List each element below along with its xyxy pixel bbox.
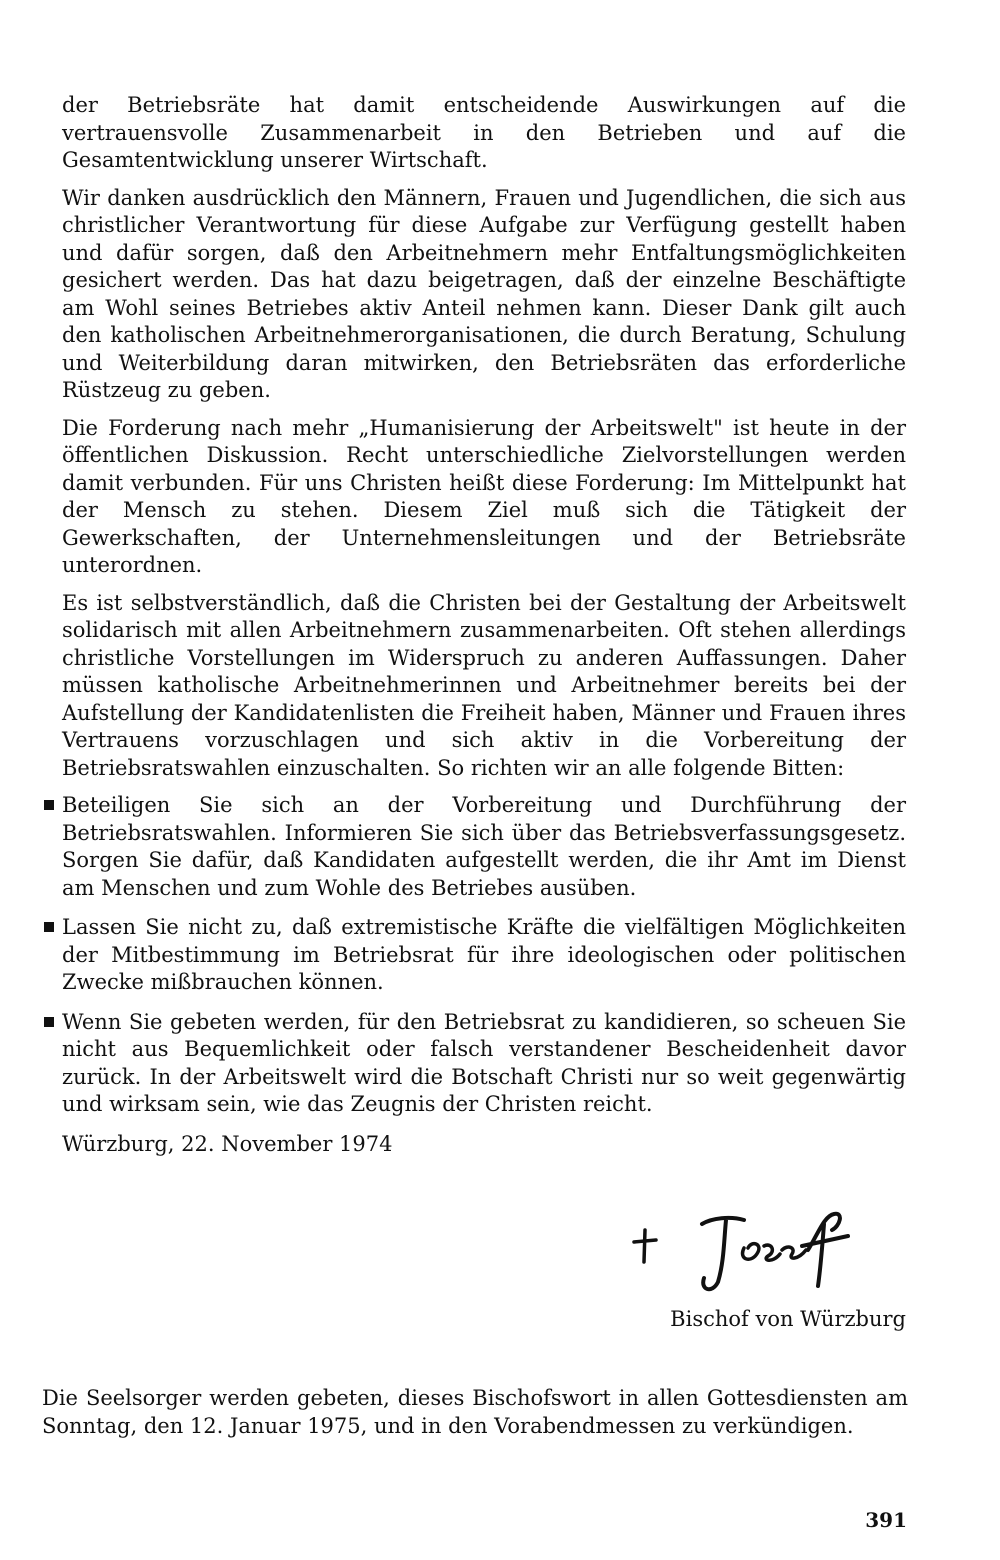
list-item-text: Lassen Sie nicht zu, daß extremistische Kräfte die vielfältigen Möglichkeiten der Mitbestimmung im Betriebsrat für ihre ideologischen oder politischen Zwecke mißbrauchen können. <box>62 915 906 994</box>
handwritten-signature <box>612 1190 872 1300</box>
paragraph-1: der Betriebsräte hat damit entscheidende Auswirkungen auf die vertrauensvolle Zusammenarbeit in den Betrieben und auf die Gesamtentwicklung unserer Wirtschaft. <box>62 93 906 172</box>
page-number: 391 <box>865 1508 907 1532</box>
paragraph-3: Die Forderung nach mehr „Humanisierung der Arbeitswelt" ist heute in der öffentlichen Diskussion. Recht unterschiedliche Zielvorstellungen werden damit verbunden. Für uns Christen heißt diese Forderung: Im Mittelpunkt hat der Mensch zu stehen. Diesem Ziel muß sich die Tätigkeit der Gewerkschaften, der Unternehmensleitungen und der Betriebsräte unterordnen. <box>62 415 906 577</box>
bullet-square-icon <box>44 800 54 810</box>
place-date: Würzburg, 22. November 1974 <box>62 1131 393 1156</box>
paragraph-4: Es ist selbstverständlich, daß die Christen bei der Gestaltung der Arbeitswelt solidarisch mit allen Arbeitnehmern zusammenarbeiten. Oft stehen allerdings christliche Vorstellungen im Widerspruch zu anderen Auffassungen. Daher müssen katholische Arbeitnehmerinnen und Arbeitnehmer bereits bei der Aufstellung der Kandidatenlisten die Freiheit haben, Männer und Frauen ihres Vertrauens vorzuschlagen und sich aktiv in die Vorbereitung der Betriebsratswahlen einzuschalten. So richten wir an alle folgende Bitten: <box>62 590 906 780</box>
paragraph-2: Wir danken ausdrücklich den Männern, Frauen und Jugendlichen, die sich aus christlicher Verantwortung für diese Aufgabe zur Verfügung gestellt haben und dafür sorgen, daß den Arbeitnehmern mehr Entfaltungsmöglichkeiten gesichert werden. Das hat dazu beigetragen, daß der einzelne Beschäftigte am Wohl seines Betriebes aktiv Anteil nehmen kann. Dieser Dank gilt auch den katholischen Arbeitnehmerorganisationen, die durch Beratung, Schulung und Weiterbildung daran mitwirken, den Betriebsräten das erforderliche Rüstzeug zu geben. <box>62 185 906 402</box>
main-text <box>62 92 906 1168</box>
signature-icon <box>612 1190 872 1300</box>
list-item-text: Wenn Sie gebeten werden, für den Betriebsrat zu kandidieren, so scheuen Sie nicht aus Bequemlichkeit oder falsch verstandener Bescheidenheit davor zurück. In der Arbeitswelt wird die Botschaft Christi nur so weit gegenwärtig und wirksam sein, wie das Zeugnis der Christen reicht. <box>62 1009 906 1116</box>
bullet-square-icon <box>44 922 54 932</box>
list-item-text: Beteiligen Sie sich an der Vorbereitung und Durchführung der Betriebsratswahlen. Informieren Sie sich über das Betriebsverfassungsgesetz. Sorgen Sie dafür, daß Kandidaten aufgestellt werden, die ihr Amt im Dienst am Menschen und zum Wohle des Betriebes ausüben. <box>62 793 906 900</box>
notice-paragraph: Die Seelsorger werden gebeten, dieses Bischofswort in allen Gottesdiensten am Sonntag, den 12. Januar 1975, und in den Vorabendmessen zu verkündigen. <box>42 1386 908 1438</box>
list-item <box>62 914 906 997</box>
signature-title: Bischof von Würzburg <box>670 1307 906 1331</box>
list-item <box>62 792 906 902</box>
list-item <box>62 1009 906 1119</box>
bullet-square-icon <box>44 1017 54 1027</box>
request-list <box>62 792 906 1119</box>
